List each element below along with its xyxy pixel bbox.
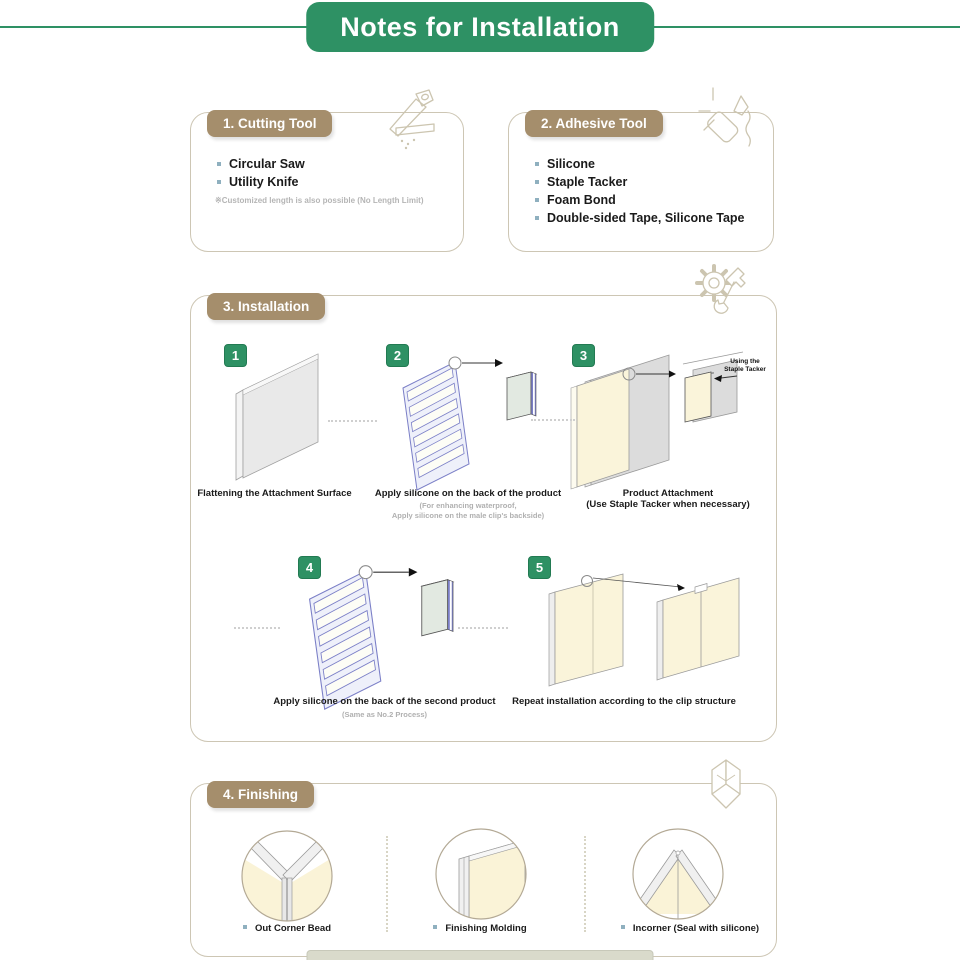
item-label: Silicone <box>547 157 595 171</box>
item-label: Foam Bond <box>547 193 616 207</box>
step1-flat-panel-diagram <box>230 348 340 483</box>
section-label-adhesive: 2. Adhesive Tool <box>525 110 663 137</box>
step-badge-5: 5 <box>528 556 551 579</box>
gear-and-wrench-icon <box>690 260 756 322</box>
dotted-separator <box>458 627 508 629</box>
step-badge-1: 1 <box>224 344 247 367</box>
finishing-item-2 <box>405 923 555 934</box>
dotted-separator-vertical <box>584 836 586 932</box>
step-badge-3: 3 <box>572 344 595 367</box>
step4-subcaption: (Same as No.2 Process) <box>341 710 428 719</box>
footer-bar <box>307 950 654 960</box>
corner-trim-icon <box>700 758 756 816</box>
annotation-line1: Using the <box>730 358 760 365</box>
section-label-installation: 3. Installation <box>207 293 325 320</box>
step3-annotation <box>712 358 778 374</box>
step-badge-4: 4 <box>298 556 321 579</box>
list-item <box>535 211 745 225</box>
cutting-note: ※Customized length is also possible (No Length Limit) <box>215 196 424 205</box>
list-item <box>535 175 627 189</box>
bullet-icon <box>621 925 625 929</box>
step2-silicone-diagram <box>383 352 548 497</box>
dotted-separator <box>531 419 575 421</box>
bullet-icon <box>535 216 539 220</box>
incorner-diagram <box>630 826 726 922</box>
item-label: Circular Saw <box>229 157 305 171</box>
item-label: Incorner (Seal with silicone) <box>632 923 760 934</box>
step1-caption: Flattening the Attachment Surface <box>197 488 352 499</box>
bullet-icon <box>535 198 539 202</box>
hand-saw-icon <box>374 86 440 150</box>
finishing-item-1 <box>212 923 362 934</box>
dotted-separator <box>328 420 377 422</box>
bullet-icon <box>217 162 221 166</box>
item-label: Utility Knife <box>229 175 299 189</box>
dotted-separator-vertical <box>386 836 388 932</box>
bullet-icon <box>535 162 539 166</box>
item-label: Staple Tacker <box>547 175 628 189</box>
section-label-finishing: 4. Finishing <box>207 781 314 808</box>
step-badge-2: 2 <box>386 344 409 367</box>
step4-silicone-diagram <box>288 560 466 717</box>
bullet-icon <box>535 180 539 184</box>
item-label: Finishing Molding <box>445 923 527 934</box>
step5-caption: Repeat installation according to the clip structure <box>512 696 736 707</box>
finishing-item-3 <box>600 923 780 934</box>
item-label: Double-sided Tape, Silicone Tape <box>547 211 745 225</box>
step2-caption: Apply silicone on the back of the product <box>374 488 562 499</box>
item-label: Out Corner Bead <box>254 923 331 934</box>
step5-repeat-diagram <box>535 560 765 705</box>
bullet-icon <box>217 180 221 184</box>
annotation-line2: Staple Tacker <box>724 366 766 373</box>
list-item <box>535 193 616 207</box>
glue-bottle-icon <box>696 84 762 150</box>
step3-caption: Product Attachment <box>622 488 714 499</box>
list-item <box>217 157 305 171</box>
finishing-molding-diagram <box>433 826 529 922</box>
section-label-cutting: 1. Cutting Tool <box>207 110 332 137</box>
dotted-separator <box>234 627 280 629</box>
step2-subcaption-2: Apply silicone on the male clip's backside) <box>391 511 545 520</box>
step4-caption: Apply silicone on the back of the second product <box>273 696 496 707</box>
page-title: Notes for Installation <box>306 2 654 52</box>
bullet-icon <box>243 925 247 929</box>
bullet-icon <box>433 925 437 929</box>
list-item <box>535 157 595 171</box>
step3-caption-2: (Use Staple Tacker when necessary) <box>586 499 750 510</box>
list-item <box>217 175 298 189</box>
out-corner-bead-diagram <box>239 828 335 924</box>
step2-subcaption-1: (For enhancing waterproof, <box>419 501 517 510</box>
